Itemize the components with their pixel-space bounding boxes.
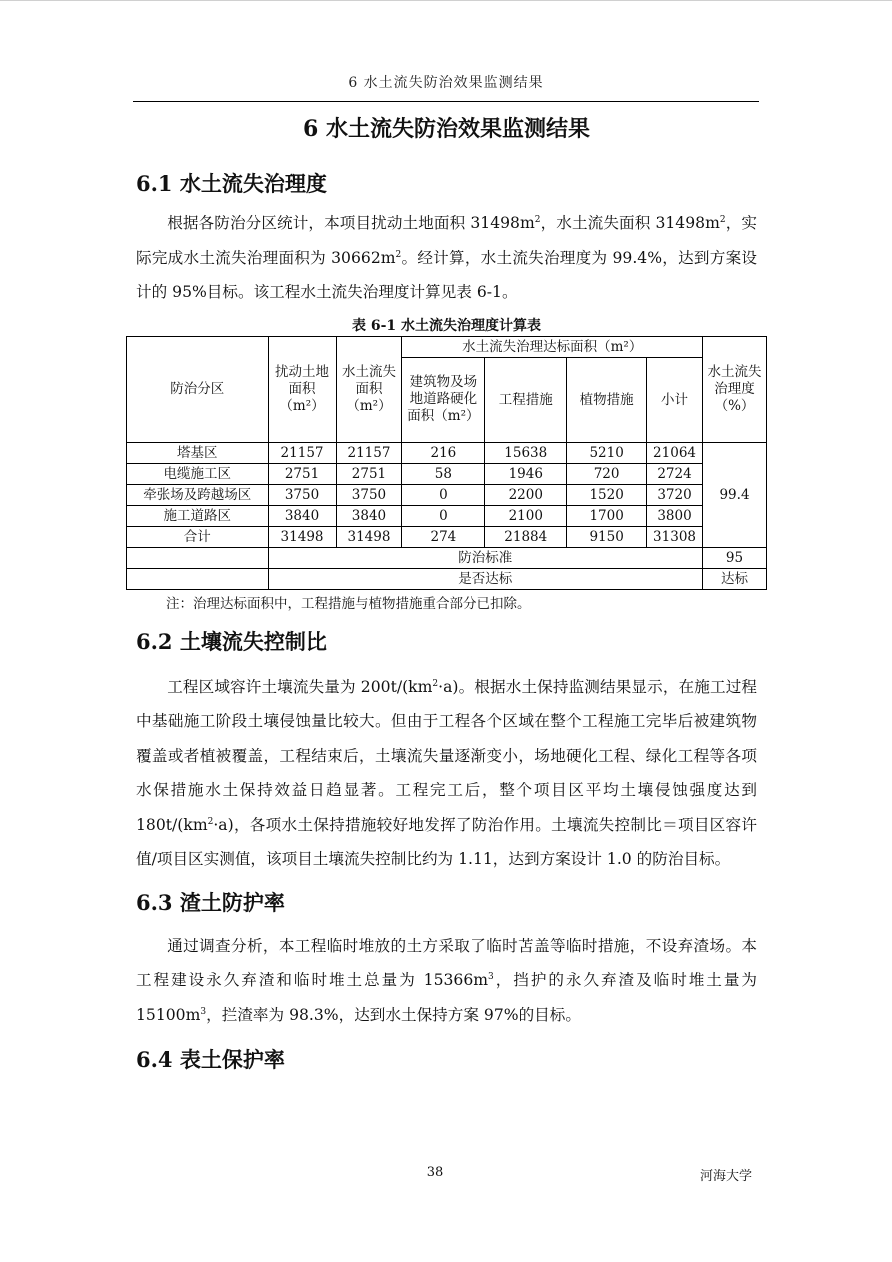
cell-zone: 施工道路区 — [127, 505, 269, 526]
cell-hardened: 58 — [402, 463, 485, 484]
cell-empty — [127, 568, 269, 589]
cell-standard-label: 防治标准 — [268, 547, 702, 568]
table-row — [127, 463, 767, 484]
section-6-2-paragraph — [136, 670, 757, 877]
cell-vegetation: 1520 — [567, 484, 647, 505]
cell-disturbed: 3750 — [268, 484, 336, 505]
page-content — [136, 112, 762, 1076]
header-subtotal: 小计 — [647, 357, 703, 442]
text-run: ·a)，各项水土保持措施较好地发挥了防治作用。土壤流失控制比＝项目区容许值/项目区实测值，该项目土壤流失控制比约为 1.11，达到方案设计 1.0 的防治目标。 — [136, 815, 757, 868]
cell-hardened: 0 — [402, 505, 485, 526]
cell-zone: 电缆施工区 — [127, 463, 269, 484]
table-row — [127, 484, 767, 505]
chapter-title: 6 水土流失防治效果监测结果 — [303, 116, 590, 142]
cell-vegetation: 9150 — [567, 526, 647, 547]
text-run: 。经计算，水土流失治理度为 99.4%，达到方案设计的 95%目标。该工程水土流失治理度计算见表 6-1。 — [136, 248, 757, 301]
superscript: 2 — [207, 816, 214, 827]
superscript: 2 — [534, 214, 541, 225]
section-6-2-heading: 6.2 土壤流失控制比 — [136, 628, 327, 654]
header-hardened-area: 建筑物及场地道路硬化面积（m²） — [402, 357, 485, 442]
top-border — [0, 0, 892, 1]
text-run: ，实际完成水土流失治理面积为 30662m — [136, 214, 757, 267]
cell-loss: 3840 — [336, 505, 402, 526]
cell-subtotal: 2724 — [647, 463, 703, 484]
cell-subtotal: 31308 — [647, 526, 703, 547]
cell-engineering: 1946 — [485, 463, 567, 484]
header-disturbed-area: 扰动土地面积（m²） — [268, 336, 336, 442]
cell-meet-value: 达标 — [703, 568, 767, 589]
text-run: ，拦渣率为 98.3%，达到水土保持方案 97%的目标。 — [206, 1005, 581, 1024]
table-row — [127, 568, 767, 589]
cell-engineering: 2100 — [485, 505, 567, 526]
governance-table — [126, 336, 767, 590]
cell-disturbed: 3840 — [268, 505, 336, 526]
cell-hardened: 274 — [402, 526, 485, 547]
cell-subtotal: 21064 — [647, 442, 703, 463]
cell-meet-label: 是否达标 — [268, 568, 702, 589]
header-zone: 防治分区 — [127, 336, 269, 442]
cell-disturbed: 21157 — [268, 442, 336, 463]
table-row — [127, 442, 767, 463]
cell-subtotal: 3800 — [647, 505, 703, 526]
table-row — [127, 547, 767, 568]
cell-governance-degree: 99.4 — [703, 442, 767, 547]
cell-standard-value: 95 — [703, 547, 767, 568]
table-row — [127, 505, 767, 526]
cell-vegetation: 1700 — [567, 505, 647, 526]
text-run: ，水土流失面积 31498m — [540, 214, 720, 232]
text-run: 通过调查分析，本工程临时堆放的土方采取了临时苫盖等临时措施，不设弃渣场。本工程建设永久弃渣和临时堆土总量为 15366m — [136, 936, 757, 989]
running-header: 6 水土流失防治效果监测结果 — [348, 75, 544, 91]
section-6-1-paragraph — [136, 206, 757, 310]
header-vegetation: 植物措施 — [567, 357, 647, 442]
superscript: 2 — [395, 249, 402, 260]
superscript: 2 — [432, 678, 439, 689]
table-row — [127, 526, 767, 547]
text-run: ，挡护的永久弃渣及临时堆土量为 15100m — [136, 971, 757, 1024]
cell-zone: 塔基区 — [127, 442, 269, 463]
cell-engineering: 21884 — [485, 526, 567, 547]
superscript: 3 — [200, 1006, 207, 1017]
cell-hardened: 216 — [402, 442, 485, 463]
cell-vegetation: 5210 — [567, 442, 647, 463]
text-run: ·a)。根据水土保持监测结果显示，在施工过程中基础施工阶段土壤侵蚀量比较大。但由于工程各个区域在整个工程施工完毕后被建筑物覆盖或者植被覆盖，工程结束后，土壤流失量逐渐变小，场地硬化工程、绿化工程等各项水保措施水土保持效益日趋显著。工程完工后，整个项目区平均土壤侵蚀强度达到 180t/(km — [136, 677, 757, 834]
text-run: 工程区域容许土壤流失量为 200t/(km — [167, 677, 433, 696]
superscript: 3 — [488, 971, 494, 982]
cell-hardened: 0 — [402, 484, 485, 505]
header-loss-area: 水土流失面积（m²） — [336, 336, 402, 442]
cell-disturbed: 31498 — [268, 526, 336, 547]
cell-zone: 合计 — [127, 526, 269, 547]
cell-vegetation: 720 — [567, 463, 647, 484]
cell-empty — [127, 547, 269, 568]
text-run: 根据各防治分区统计，本项目扰动土地面积 31498m — [167, 214, 535, 232]
cell-loss: 2751 — [336, 463, 402, 484]
cell-engineering: 15638 — [485, 442, 567, 463]
header-governed-area-group: 水土流失治理达标面积（m²） — [402, 336, 703, 357]
cell-disturbed: 2751 — [268, 463, 336, 484]
header-engineering: 工程措施 — [485, 357, 567, 442]
section-6-4-heading: 6.4 表土保护率 — [136, 1047, 285, 1072]
section-6-3-heading: 6.3 渣土防护率 — [136, 889, 285, 915]
table-caption: 表 6-1 水土流失治理度计算表 — [351, 317, 542, 334]
cell-loss: 21157 — [336, 442, 402, 463]
cell-engineering: 2200 — [485, 484, 567, 505]
footer-organization: 河海大学 — [700, 1169, 753, 1184]
page-number: 38 — [426, 1165, 444, 1180]
header-rule — [133, 101, 759, 102]
cell-subtotal: 3720 — [647, 484, 703, 505]
superscript: 2 — [719, 214, 726, 225]
table-note: 注：治理达标面积中，工程措施与植物措施重合部分已扣除。 — [166, 595, 531, 612]
section-6-3-paragraph — [136, 929, 757, 1033]
section-6-1-heading: 6.1 水土流失治理度 — [136, 171, 327, 196]
header-governance-degree: 水土流失治理度（%） — [703, 336, 767, 442]
cell-loss: 3750 — [336, 484, 402, 505]
cell-zone: 牵张场及跨越场区 — [127, 484, 269, 505]
cell-loss: 31498 — [336, 526, 402, 547]
